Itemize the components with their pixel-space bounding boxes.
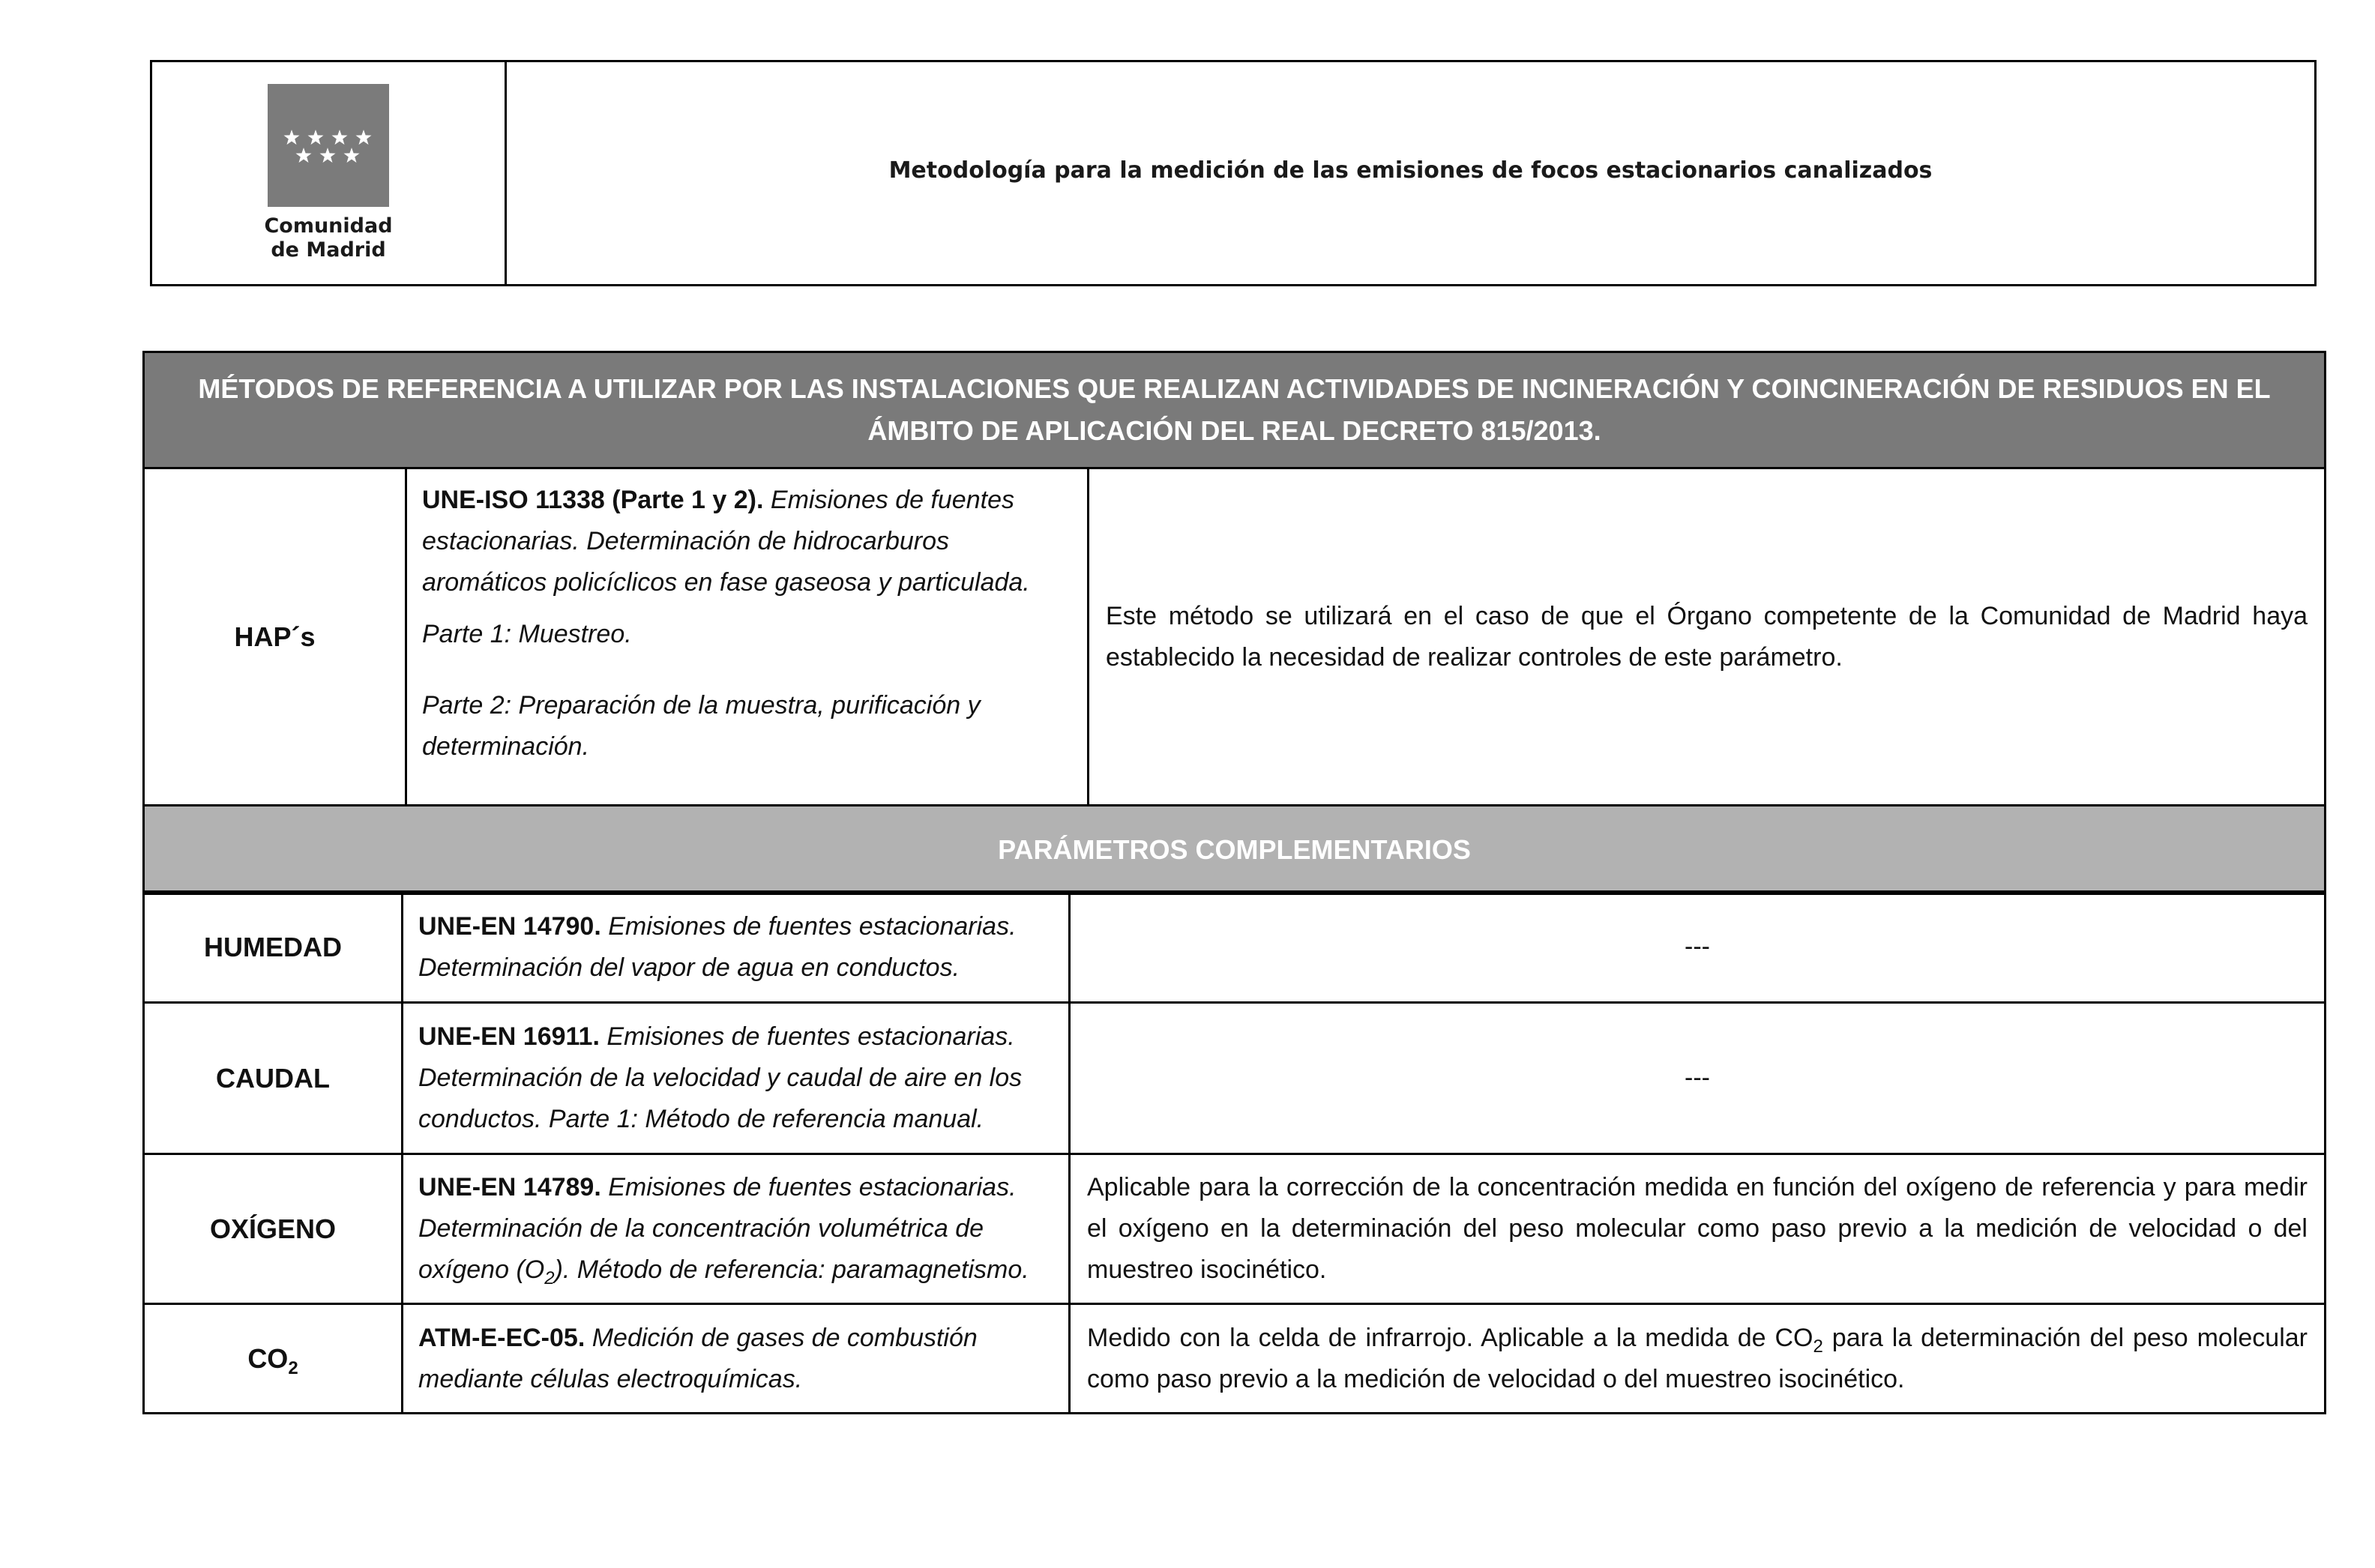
note-subscript: 2 [1813, 1336, 1823, 1357]
method-cell [403, 1304, 1070, 1414]
note-cell: --- [1070, 1003, 2326, 1154]
parameter-cell: HUMEDAD [144, 892, 403, 1003]
method-part-1: Parte 1: Muestreo. [422, 620, 632, 648]
logo-caption-line-2: de Madrid [271, 238, 386, 262]
note-part-b: para la determinación del peso molecular como paso previo a la medición de velocidad o del muestreo isocinético. [1087, 1323, 2308, 1393]
method-code: UNE-EN 16911. [418, 1022, 600, 1051]
header-title-cell [507, 62, 2314, 284]
method-description-part-b: ). Método de referencia: paramagnetismo. [554, 1255, 1029, 1284]
table-row [144, 1154, 2326, 1304]
parameter-cell: OXÍGENO [144, 1154, 403, 1304]
method-code: UNE-EN 14790. [418, 911, 601, 941]
document-title: Metodología para la medición de las emisiones de focos estacionarios canalizados [888, 157, 1933, 184]
parameter-subscript: 2 [288, 1358, 298, 1379]
table-heading-row [144, 352, 2326, 468]
logo-caption-line-1: Comunidad [264, 214, 393, 238]
note-cell [1070, 1304, 2326, 1414]
parameter-cell [144, 1304, 403, 1414]
note-cell: Este método se utilizará en el caso de que el Órgano competente de la Comunidad de Madrid haya establecido la necesidad de realizar controles de este parámetro. [1089, 468, 2326, 806]
section-heading: PARÁMETROS COMPLEMENTARIOS [144, 806, 2326, 894]
method-cell [403, 892, 1070, 1003]
logo-caption [264, 214, 392, 262]
method-code: ATM-E-EC-05. [418, 1323, 586, 1352]
method-text [422, 480, 1074, 603]
method-cell [403, 1003, 1070, 1154]
reference-methods-table [142, 351, 2326, 895]
method-part-2: Parte 2: Preparación de la muestra, purificación y determinación. [422, 691, 981, 761]
complementary-parameters-table [142, 890, 2326, 1414]
method-cell [403, 1154, 1070, 1304]
note-part-a: Medido con la celda de infrarrojo. Aplicable a la medida de CO [1087, 1323, 1813, 1352]
seven-stars-flag-icon [268, 84, 389, 207]
table-row [144, 892, 2326, 1003]
method-description-part-a: Emisiones de fuentes estacionarias. Determinación de la concentración volumétrica de oxígeno (O [418, 1173, 1017, 1284]
parameter-base: CO [247, 1343, 289, 1374]
table-row-haps [144, 468, 2326, 806]
table-heading: MÉTODOS DE REFERENCIA A UTILIZAR POR LAS INSTALACIONES QUE REALIZAN ACTIVIDADES DE INCINERACIÓN Y COINCINERACIÓN DE RESIDUOS EN EL ÁMBITO DE APLICACIÓN DEL REAL DECRETO 815/2013. [144, 352, 2326, 468]
note-cell: Aplicable para la corrección de la concentración medida en función del oxígeno de referencia y para medir el oxígeno en la determinación del peso molecular como paso previo a la medición de velocidad o del muestreo isocinético. [1070, 1154, 2326, 1304]
method-description: Emisiones de fuentes estacionarias. Determinación de hidrocarburos aromáticos policíclicos en fase gaseosa y particulada. [422, 486, 1030, 597]
section-heading-row [144, 806, 2326, 894]
parameter-cell: CAUDAL [144, 1003, 403, 1154]
logo [152, 62, 507, 284]
method-description-subscript: 2 [544, 1267, 555, 1288]
parameter-cell: HAP´s [144, 468, 406, 806]
method-description: Medición de gases de combustión mediante células electroquímicas. [418, 1323, 978, 1393]
method-description: Emisiones de fuentes estacionarias. Determinación de la velocidad y caudal de aire en los conductos. Parte 1: Método de referencia manual. [418, 1022, 1023, 1133]
method-description: Emisiones de fuentes estacionarias. Determinación del vapor de agua en conductos. [418, 911, 1017, 982]
table-row [144, 1003, 2326, 1154]
method-code: UNE-EN 14789. [418, 1173, 601, 1201]
method-cell [406, 468, 1089, 806]
document-header [150, 60, 2317, 286]
note-cell: --- [1070, 892, 2326, 1003]
method-code: UNE-ISO 11338 (Parte 1 y 2). [422, 486, 764, 514]
table-row [144, 1304, 2326, 1414]
